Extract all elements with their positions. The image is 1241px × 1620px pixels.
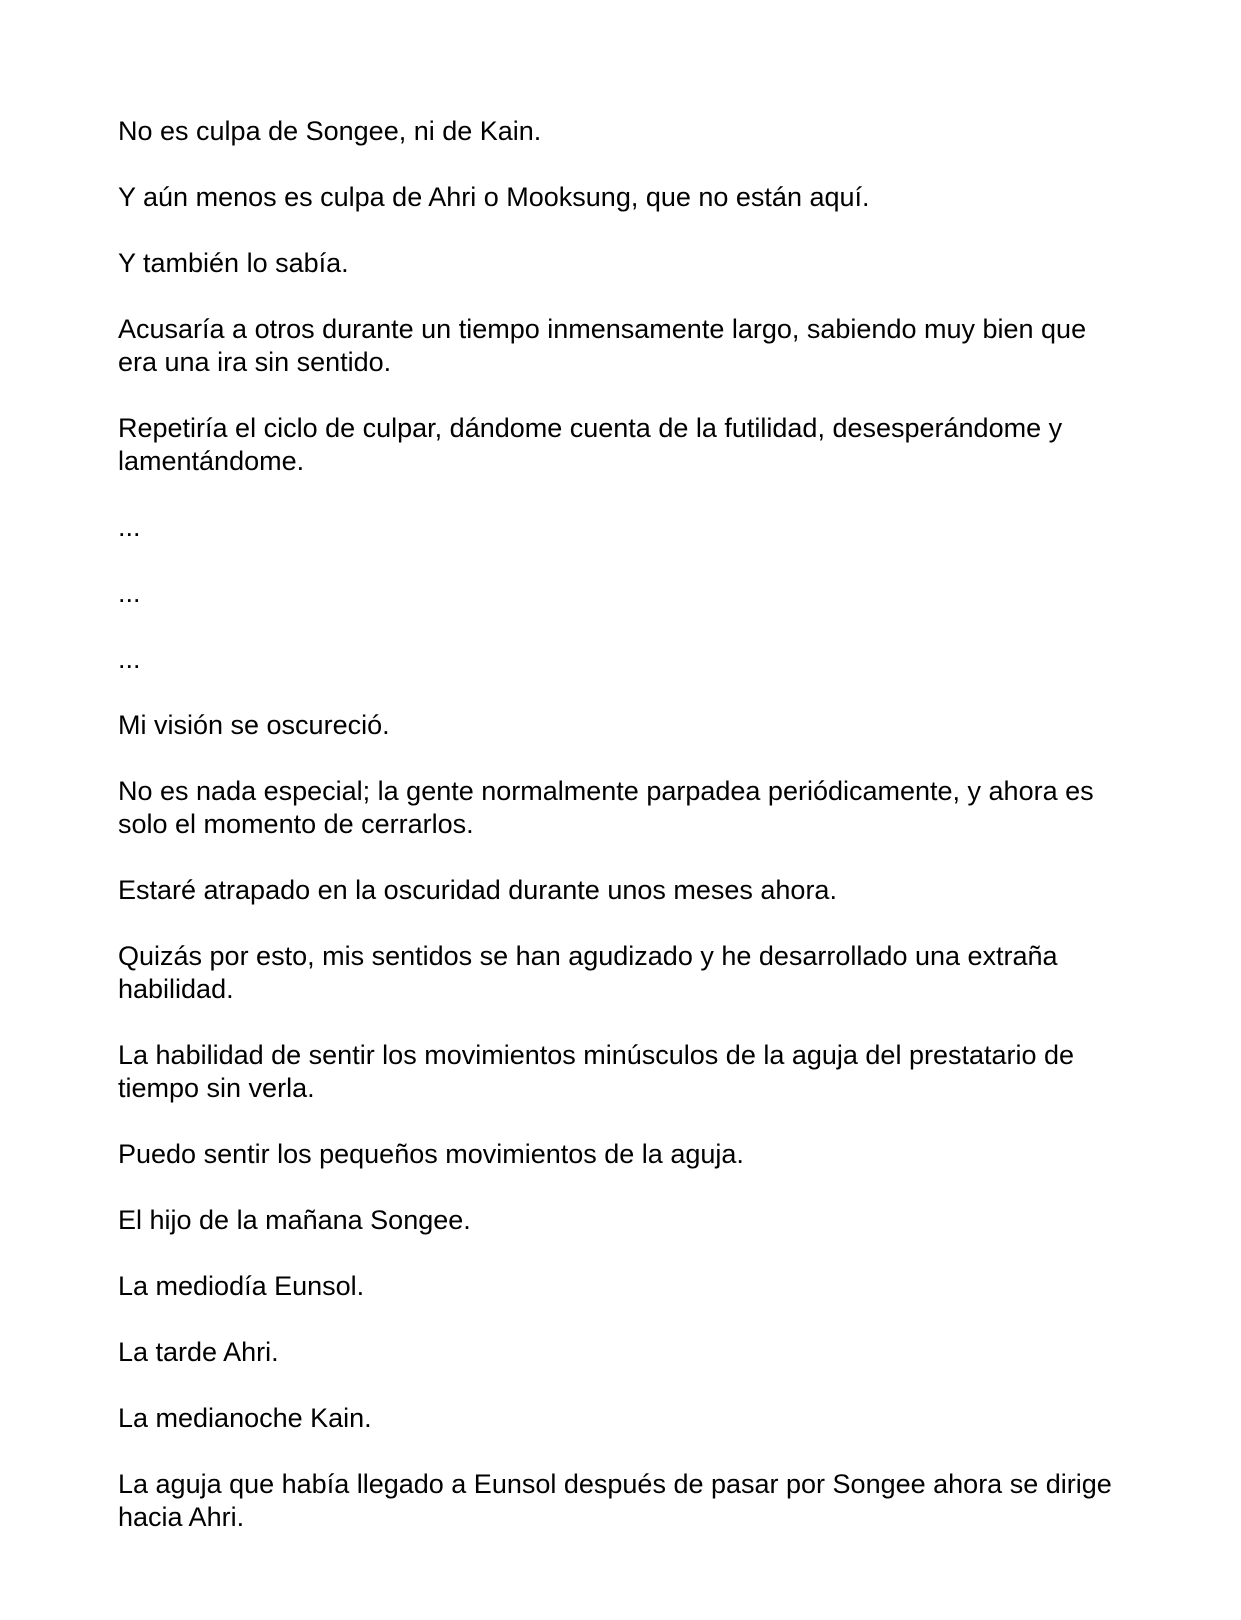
paragraph: El hijo de la mañana Songee. (118, 1205, 471, 1235)
paragraph: Y también lo sabía. (118, 248, 349, 278)
paragraph: Acusaría a otros durante un tiempo inmensamente largo, sabiendo muy bien que era una ira sin sentido. (118, 314, 1087, 377)
paragraph: Puedo sentir los pequeños movimientos de la aguja. (118, 1139, 744, 1169)
paragraph: Mi visión se oscureció. (118, 710, 390, 740)
paragraph: No es culpa de Songee, ni de Kain. (118, 116, 542, 146)
ellipsis-paragraph: ... (118, 578, 141, 608)
paragraph: Y aún menos es culpa de Ahri o Mooksung, que no están aquí. (118, 182, 870, 212)
paragraph: La medianoche Kain. (118, 1403, 372, 1433)
ellipsis-paragraph: ... (118, 512, 141, 542)
paragraph: Repetiría el ciclo de culpar, dándome cuenta de la futilidad, desesperándome y lamentándome. (118, 413, 1063, 476)
paragraph: No es nada especial; la gente normalmente parpadea periódicamente, y ahora es solo el momento de cerrarlos. (118, 776, 1094, 839)
paragraph: Quizás por esto, mis sentidos se han agudizado y he desarrollado una extraña habilidad. (118, 941, 1058, 1004)
document-body (118, 115, 1128, 1567)
paragraph: Estaré atrapado en la oscuridad durante unos meses ahora. (118, 875, 837, 905)
paragraph: La habilidad de sentir los movimientos minúsculos de la aguja del prestatario de tiempo sin verla. (118, 1040, 1075, 1103)
ellipsis-paragraph: ... (118, 644, 141, 674)
paragraph: La mediodía Eunsol. (118, 1271, 365, 1301)
paragraph: La tarde Ahri. (118, 1337, 279, 1367)
paragraph: La aguja que había llegado a Eunsol después de pasar por Songee ahora se dirige hacia Ahri. (118, 1469, 1112, 1532)
